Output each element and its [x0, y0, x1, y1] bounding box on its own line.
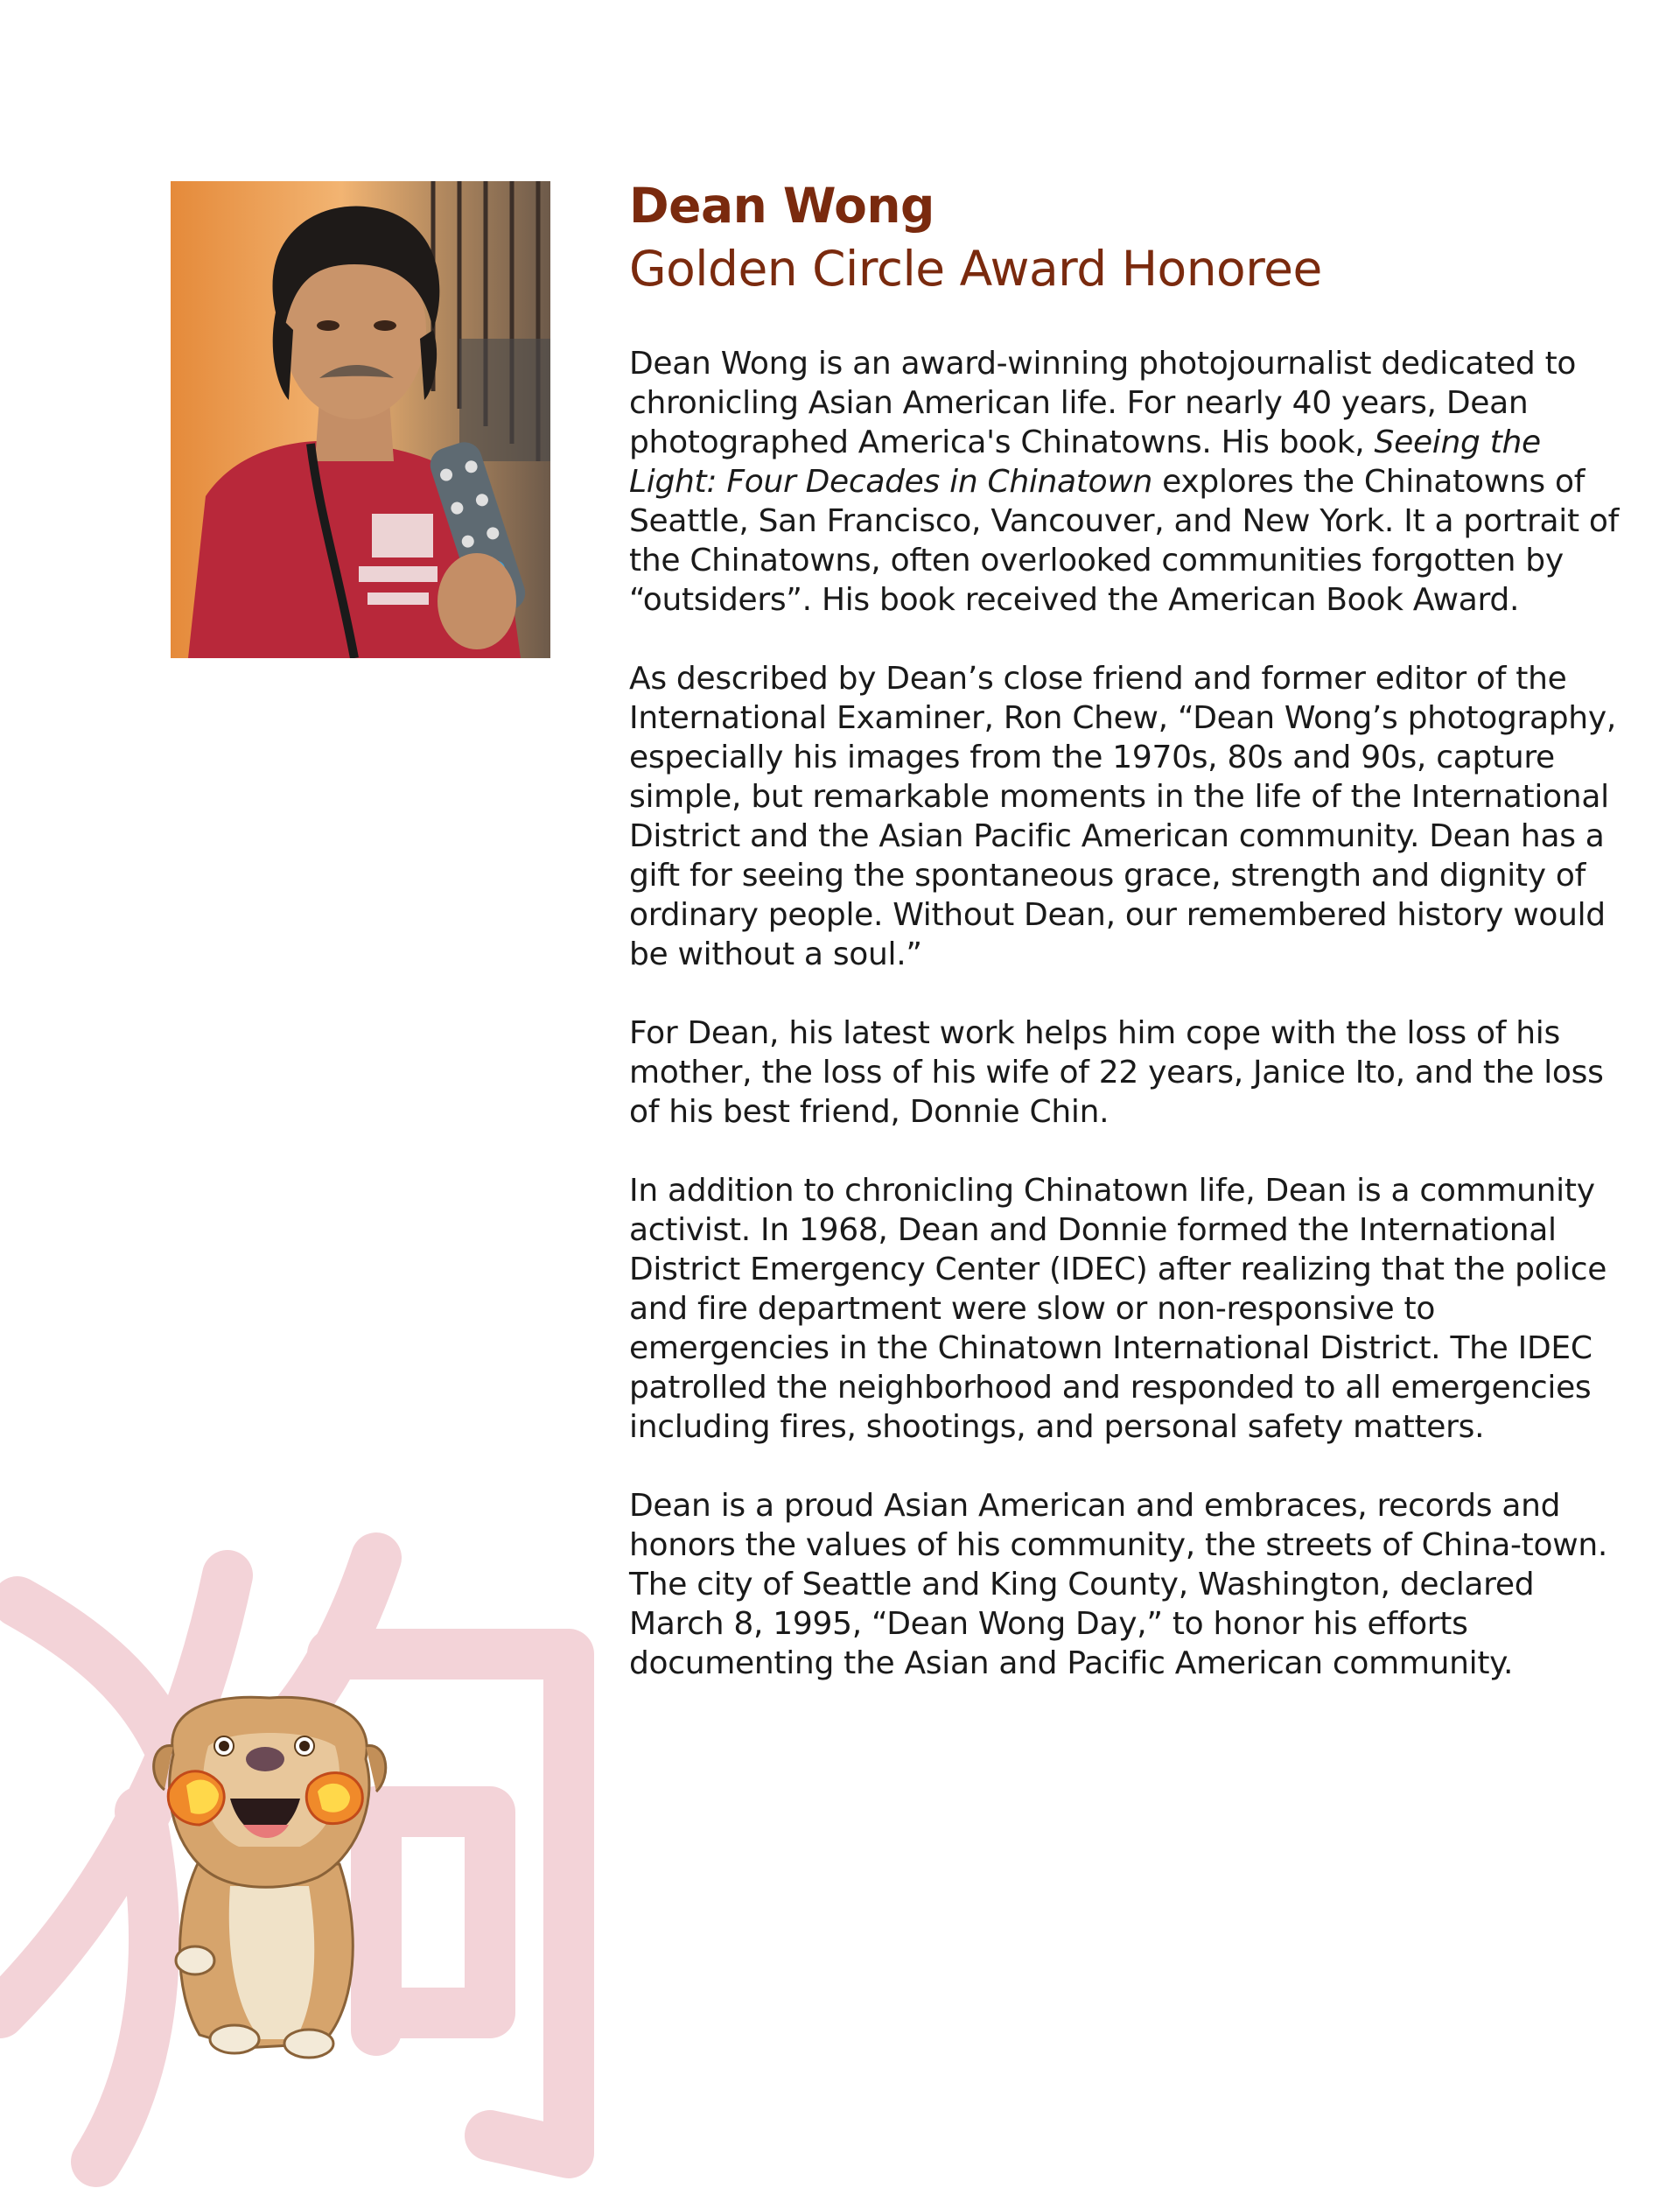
bio-paragraph-5: Dean is a proud Asian American and embraces, records and honors the values of his community, the streets of China-town. The city of Seattle and King County, Washington, declared March 8, 1995, “Dean Wong Day,” to honor his efforts documenting the Asian and Pacific American community. [629, 1488, 1608, 1681]
honoree-name: Dean Wong [629, 178, 934, 234]
bio-paragraph-3: For Dean, his latest work helps him cope with the loss of his mother, the loss of his wife of 22 years, Janice Ito, and the loss of his best friend, Donnie Chin. [629, 1015, 1604, 1130]
bio-paragraph-2: As described by Dean’s close friend and former editor of the International Examiner, Ron Chew, “Dean Wong’s photography, especially his images from the 1970s, 80s and 90s, capture simple, but remarkable moments in the life of the International District and the Asian Pacific American community. Dean has a gift for seeing the spontaneous grace, strength and dignity of ordinary people. Without Dean, our remembered history would be without a soul.” [629, 661, 1616, 972]
bio-paragraph-1 [629, 344, 1635, 620]
portrait-photo [171, 181, 550, 658]
bio-paragraph-1-intro: Dean Wong is an award-winning photojournalist dedicated to chronicling Asian American life. For nearly 40 years, Dean photographed America's Chinatowns. His book, [629, 346, 1577, 460]
bio-section [629, 175, 1635, 1722]
bio-paragraph-1-rest: explores the Chinatowns of Seattle, San Francisco, Vancouver, and New York. It a portrait of the Chinatowns, often overlooked communities forgotten by “outsiders”. His book received the American Book Award. [629, 464, 1620, 618]
dog-illustration [147, 1694, 392, 2061]
bio-paragraph-4: In addition to chronicling Chinatown life, Dean is a community activist. In 1968, Dean and Donnie formed the International District Emergency Center (IDEC) after realizing that the police and fire department were slow or non-responsive to emergencies in the Chinatown International District. The IDEC patrolled the neighborhood and responded to all emergencies including fires, shootings, and personal safety matters. [629, 1173, 1607, 1445]
award-title: Golden Circle Award Honoree [629, 240, 1322, 297]
book-title: Seeing the Light: Four Decades in Chinatown [629, 424, 1541, 500]
